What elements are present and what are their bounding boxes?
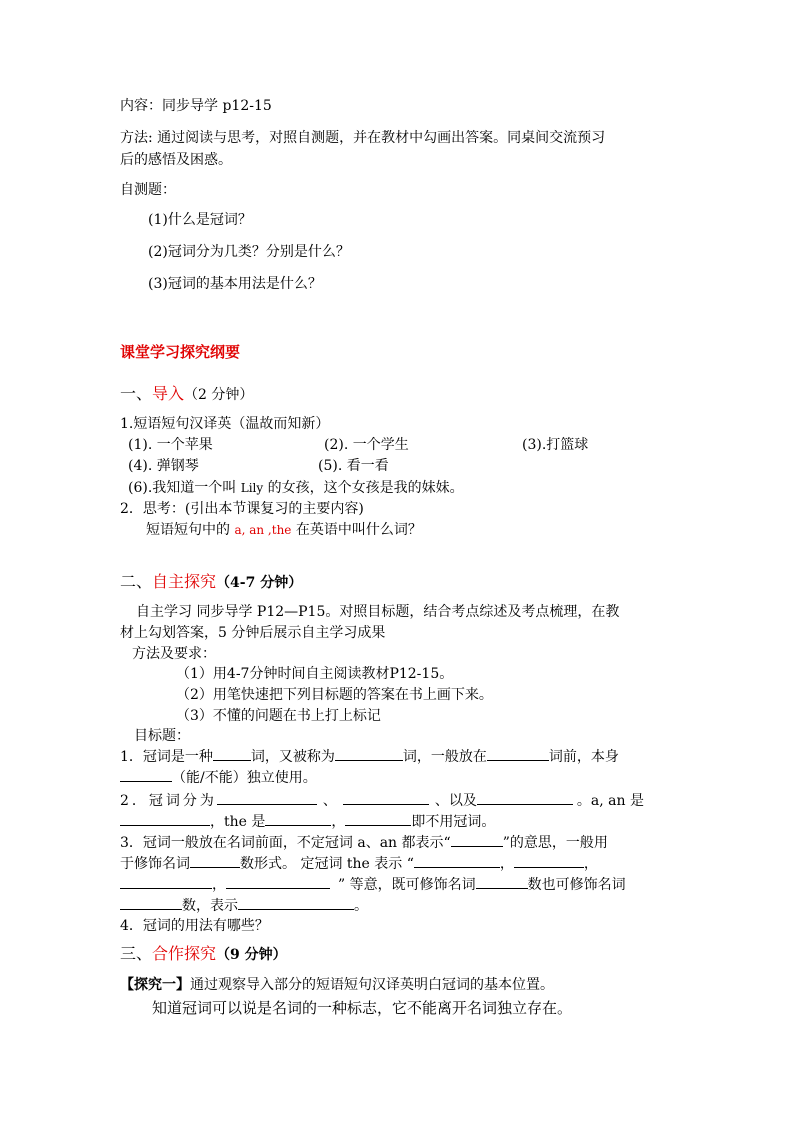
section1-prefix: 一、	[120, 384, 153, 403]
q3-blank-1[interactable]	[451, 832, 503, 847]
q2-text-b: 。a, an 是	[576, 793, 644, 809]
q2-blank-3[interactable]	[477, 790, 573, 805]
think-articles: a, an ,the	[234, 523, 292, 537]
section1-title: 导入	[152, 384, 185, 403]
section2-prefix: 二、	[120, 572, 153, 591]
self-test-question-3: (3)冠词的基本用法是什么？	[148, 276, 322, 292]
section2-title: 自主探究	[152, 572, 217, 591]
section3-heading	[120, 944, 287, 965]
goal-question-3-line4	[120, 895, 368, 916]
q1-blank-1[interactable]	[213, 746, 251, 761]
self-test-question-1: (1)什么是冠词？	[148, 212, 252, 228]
q3-text-a: 3．冠词一般放在名词前面，不定冠词 a、an 都表示“	[120, 835, 451, 851]
section2-intro-2: 材上勾划答案，5 分钟后展示自主学习成果	[120, 625, 386, 641]
q3-blank-3[interactable]	[414, 853, 500, 868]
method-2: （2）用笔快速把下列目标题的答案在书上画下来。	[176, 687, 493, 703]
goals-label: 目标题：	[134, 728, 190, 744]
sentence6-name: Lily	[240, 481, 264, 495]
q3-sep-1: ，	[499, 856, 514, 872]
q1-text-b: 词，又被称为	[250, 749, 335, 765]
q3-blank-6[interactable]	[226, 874, 330, 889]
phrase-5: (5). 看一看	[318, 458, 389, 474]
q3-blank-2[interactable]	[190, 853, 240, 868]
goal-question-1-cont	[120, 767, 317, 788]
explore-one-note: 知道冠词可以说是名词的一种标志，它不能离开名词独立存在。	[152, 999, 573, 1017]
section1-item1-title: 1.短语短句汉译英（温故而知新）	[120, 416, 330, 432]
q2-sep-1: 、	[322, 793, 337, 809]
sentence6-start: (6).我知道一个叫	[128, 480, 241, 496]
section3-prefix: 三、	[120, 944, 153, 963]
q3-sep-2: ，	[583, 856, 598, 872]
sentence-6	[128, 478, 464, 498]
q3-blank-5[interactable]	[120, 874, 212, 889]
goal-question-1	[120, 746, 619, 767]
q2-blank-2[interactable]	[343, 790, 429, 805]
goal-question-3-line3	[120, 874, 626, 895]
q3-text-b: ”的意思，一般用	[502, 835, 608, 851]
q1-text-e: （能/不能）独立使用。	[172, 770, 317, 786]
explore-one	[120, 975, 554, 995]
q2-text-c: ，the 是	[210, 814, 266, 830]
goal-question-2	[120, 790, 644, 811]
think-start: 短语短句中的	[146, 522, 235, 538]
q2-sep-2: 、以及	[434, 793, 477, 809]
q1-blank-2[interactable]	[335, 746, 403, 761]
phrase-4: (4). 弹钢琴	[128, 458, 199, 474]
section3-title: 合作探究	[152, 944, 217, 963]
q3-text-c: 于修饰名词	[120, 856, 190, 872]
q3-text-i: 数也可修饰名词	[527, 877, 626, 893]
method-line-2: 后的感悟及困惑。	[120, 152, 232, 168]
phrase-1: (1). 一个苹果	[128, 437, 213, 453]
explore-one-text: 通过观察导入部分的短语短句汉译英明白冠词的基本位置。	[190, 977, 554, 993]
methods-label: 方法及要求：	[132, 646, 216, 662]
section3-time: （9 分钟）	[216, 947, 287, 963]
q3-text-d: 数形式。 定冠词 the 表示 “	[240, 856, 414, 872]
q3-text-h: ” 等意，既可修饰名词	[338, 877, 476, 893]
goal-question-2-cont	[120, 811, 495, 832]
outline-title: 课堂学习探究纲要	[120, 343, 241, 361]
section1-time: （2 分钟）	[184, 387, 254, 403]
section1-item2-title: 2．思考：(引出本节课复习的主要内容)	[120, 501, 364, 517]
section1-heading	[120, 384, 253, 405]
goal-question-4: 4．冠词的用法有哪些？	[120, 918, 269, 934]
q1-text-a: 1．冠词是一种	[120, 749, 213, 765]
sentence6-end: 的女孩，这个女孩是我的妹妹。	[263, 480, 464, 496]
q1-blank-4[interactable]	[120, 767, 172, 782]
method-line-1: 方法: 通过阅读与思考，对照自测题，并在教材中勾画出答案。同桌间交流预习	[120, 130, 606, 146]
goal-question-3-line2	[120, 853, 598, 874]
q2-blank-4[interactable]	[120, 811, 210, 826]
q1-text-c: 词，一般放在	[402, 749, 487, 765]
section2-intro-1: 自主学习 同步导学 P12—P15。对照目标题，结合考点综述及考点梳理，在教	[136, 604, 620, 620]
q1-blank-3[interactable]	[487, 746, 549, 761]
section2-time: （4-7 分钟）	[216, 575, 303, 591]
goal-question-3	[120, 832, 608, 853]
section2-heading	[120, 572, 302, 593]
q3-sep-3: ，	[212, 877, 226, 893]
explore-one-label: 【探究一】	[120, 977, 190, 993]
q2-text-d: ，	[331, 814, 346, 830]
q3-blank-9[interactable]	[238, 895, 354, 910]
q2-blank-1[interactable]	[217, 790, 317, 805]
q2-blank-6[interactable]	[345, 811, 411, 826]
self-test-label: 自测题：	[120, 182, 176, 198]
q2-text-e: 即不用冠词。	[411, 814, 496, 830]
phrase-3: (3).打篮球	[522, 437, 589, 453]
q2-text-a: 2．冠词分为	[120, 793, 217, 809]
think-question	[146, 520, 422, 540]
q3-blank-4[interactable]	[514, 853, 584, 868]
method-1: （1）用4-7分钟时间自主阅读教材P12-15。	[176, 666, 454, 682]
method-3: （3）不懂的问题在书上打上标记	[176, 708, 381, 724]
q3-blank-8[interactable]	[120, 895, 182, 910]
think-end: 在英语中叫什么词？	[291, 522, 422, 538]
self-test-question-2: (2)冠词分为几类？分别是什么？	[148, 244, 350, 260]
q3-blank-7[interactable]	[476, 874, 528, 889]
phrase-2: (2). 一个学生	[324, 437, 409, 453]
q2-blank-5[interactable]	[265, 811, 331, 826]
q3-text-k: 。	[354, 898, 368, 914]
content-line: 内容：同步导学 p12-15	[120, 98, 272, 114]
q1-text-d: 词前，本身	[548, 749, 619, 765]
q3-text-j: 数，表示	[182, 898, 238, 914]
